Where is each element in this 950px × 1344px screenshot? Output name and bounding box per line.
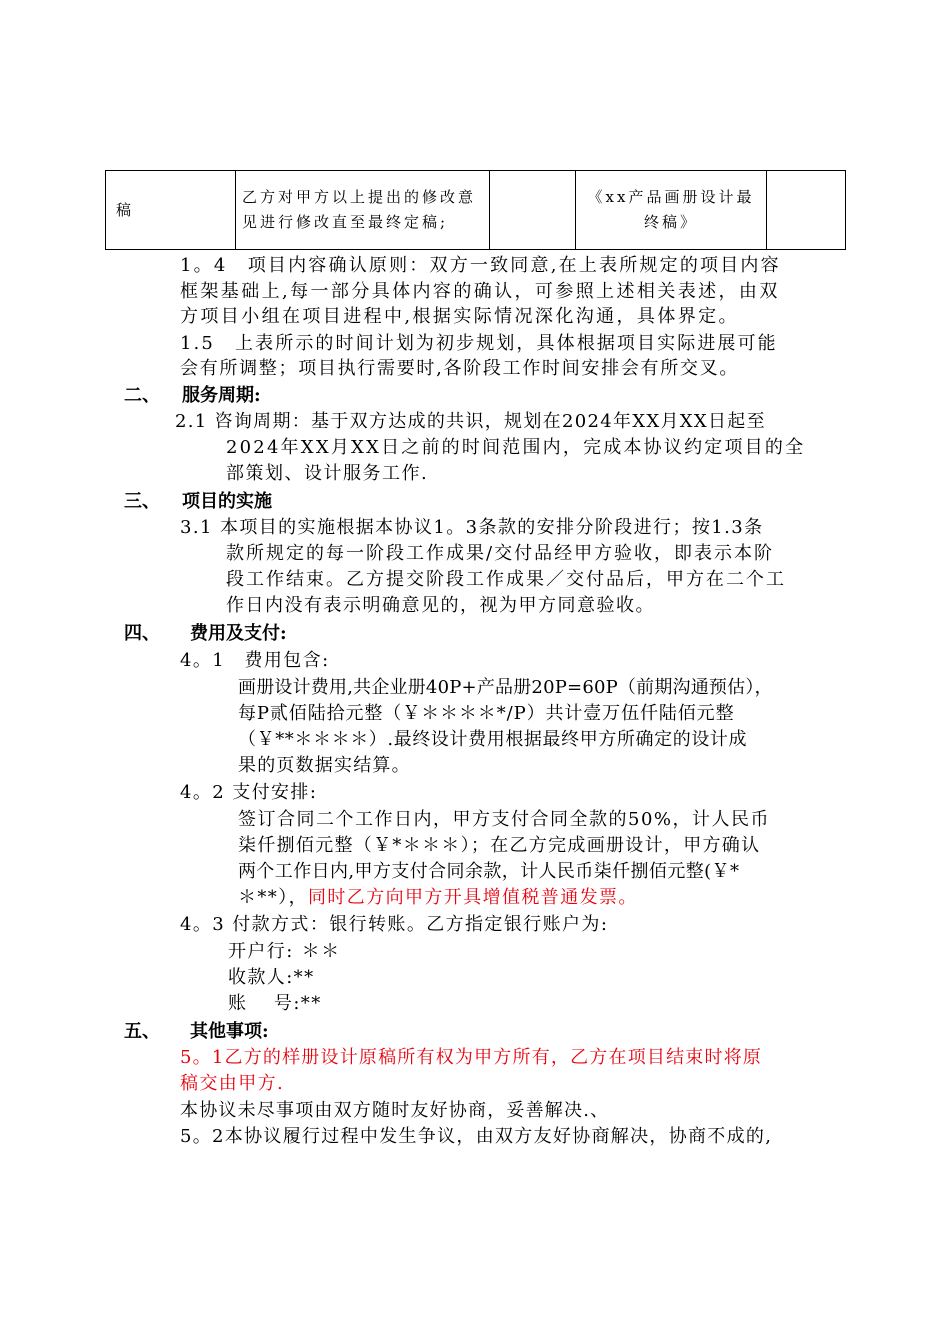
clause-3-1-line3: 段工作结束。乙方提交阶段工作成果／交付品后，甲方在二个工 [226, 569, 786, 590]
section-2-number: 二、 [124, 385, 160, 406]
table-cell-time [490, 171, 576, 250]
clause-2-1-line1: 2.1 咨询周期：基于双方达成的共识，规划在2024年XX月XX日起至 [175, 411, 766, 432]
clause-5-1-line1: 5。1乙方的样册设计原稿所有权为甲方所有，乙方在项目结束时将原 [180, 1047, 763, 1068]
clause-5-1-line2: 稿交由甲方. [180, 1073, 285, 1094]
account-label: 账 号: [228, 993, 301, 1014]
section-5-title: 其他事项: [190, 1021, 269, 1042]
section-4-number: 四、 [124, 623, 160, 644]
clause-2-1-line3: 部策划、设计服务工作. [226, 463, 429, 484]
clause-1-4-line3: 方项目小组在项目进程中,根据实际情况深化沟通，具体界定。 [180, 306, 739, 327]
clause-4-1-line3: （￥**＊＊＊＊）.最终设计费用根据最终甲方所确定的设计成 [238, 729, 748, 750]
section-3-title: 项目的实施 [182, 491, 272, 512]
clause-1-5-line2: 会有所调整；项目执行需要时,各阶段工作时间安排会有所交叉。 [180, 358, 740, 379]
section-4-title: 费用及支付: [190, 623, 287, 644]
clause-4-2-line3: 两个工作日内,甲方支付合同余款，计人民币柒仟捌佰元整(￥* [238, 861, 740, 882]
invoice-notice: 同时乙方向甲方开具增值税普通发票。 [308, 887, 638, 908]
account-value: ** [300, 993, 322, 1014]
clause-4-1-line1: 画册设计费用,共企业册40P+产品册20P=60P（前期沟通预估）， [238, 677, 773, 698]
table-cell-deliverable: 《xx产品画册设计最终稿》 [576, 171, 767, 250]
table-cell-stage: 稿 [106, 171, 236, 250]
clause-4-3-label: 4。3 付款方式：银行转账。乙方指定银行账户为: [180, 914, 609, 935]
payee-label: 收款人: [228, 967, 294, 988]
section-5-number: 五、 [124, 1021, 160, 1042]
bank-row [228, 940, 340, 964]
section-2-title: 服务周期: [182, 385, 261, 406]
clause-2-1-line2: 2024年XX月XX日之前的时间范围内，完成本协议约定项目的全 [226, 437, 806, 458]
schedule-table [105, 170, 846, 250]
table-cell-remark [767, 171, 846, 250]
clause-4-2-line2: 柒仟捌佰元整（￥*＊＊＊）；在乙方完成画册设计，甲方确认 [238, 835, 761, 856]
table-row [106, 171, 846, 250]
amount-masked: ＊**）， [238, 887, 308, 908]
clause-3-1-line4: 作日内没有表示明确意见的，视为甲方同意验收。 [226, 595, 655, 616]
clause-4-1-label: 4。1 费用包含: [180, 650, 330, 671]
account-row [228, 992, 322, 1016]
section-3-number: 三、 [124, 491, 160, 512]
clause-4-1-line4: 果的页数据实结算。 [238, 755, 411, 776]
payee-value: ** [293, 967, 315, 988]
clause-1-5-line1: 1.5 上表所示的时间计划为初步规划，具体根据项目实际进展可能 [180, 333, 778, 354]
clause-1-4-line1: 1。4 项目内容确认原则：双方一致同意,在上表所规定的项目内容 [180, 255, 781, 276]
clause-4-1-line2: 每P贰佰陆拾元整（￥＊＊＊＊*/P）共计壹万伍仟陆佰元整 [238, 703, 735, 724]
clause-3-1-line2: 款所规定的每一阶段工作成果/交付品经甲方验收，即表示本阶 [226, 543, 775, 564]
payee-row [228, 966, 314, 990]
clause-1-4-line2: 框架基础上,每一部分具体内容的确认，可参照上述相关表述，由双 [180, 281, 780, 302]
unresolved-matters-note: 本协议未尽事项由双方随时友好协商，妥善解决.、 [180, 1100, 610, 1121]
bank-label: 开户行: [228, 941, 294, 962]
clause-4-2-label: 4。2 支付安排: [180, 782, 318, 803]
clause-5-2-line1: 5。2本协议履行过程中发生争议，由双方友好协商解决，协商不成的, [180, 1126, 773, 1147]
clause-4-2-line4 [238, 886, 638, 910]
bank-value: ＊＊ [301, 941, 341, 962]
table-cell-description: 乙方对甲方以上提出的修改意见进行修改直至最终定稿; [236, 171, 490, 250]
clause-3-1-line1: 3.1 本项目的实施根据本协议1。3条款的安排分阶段进行；按1.3条 [180, 517, 764, 538]
clause-4-2-line1: 签订合同二个工作日内，甲方支付合同全款的50%，计人民币 [238, 809, 771, 830]
